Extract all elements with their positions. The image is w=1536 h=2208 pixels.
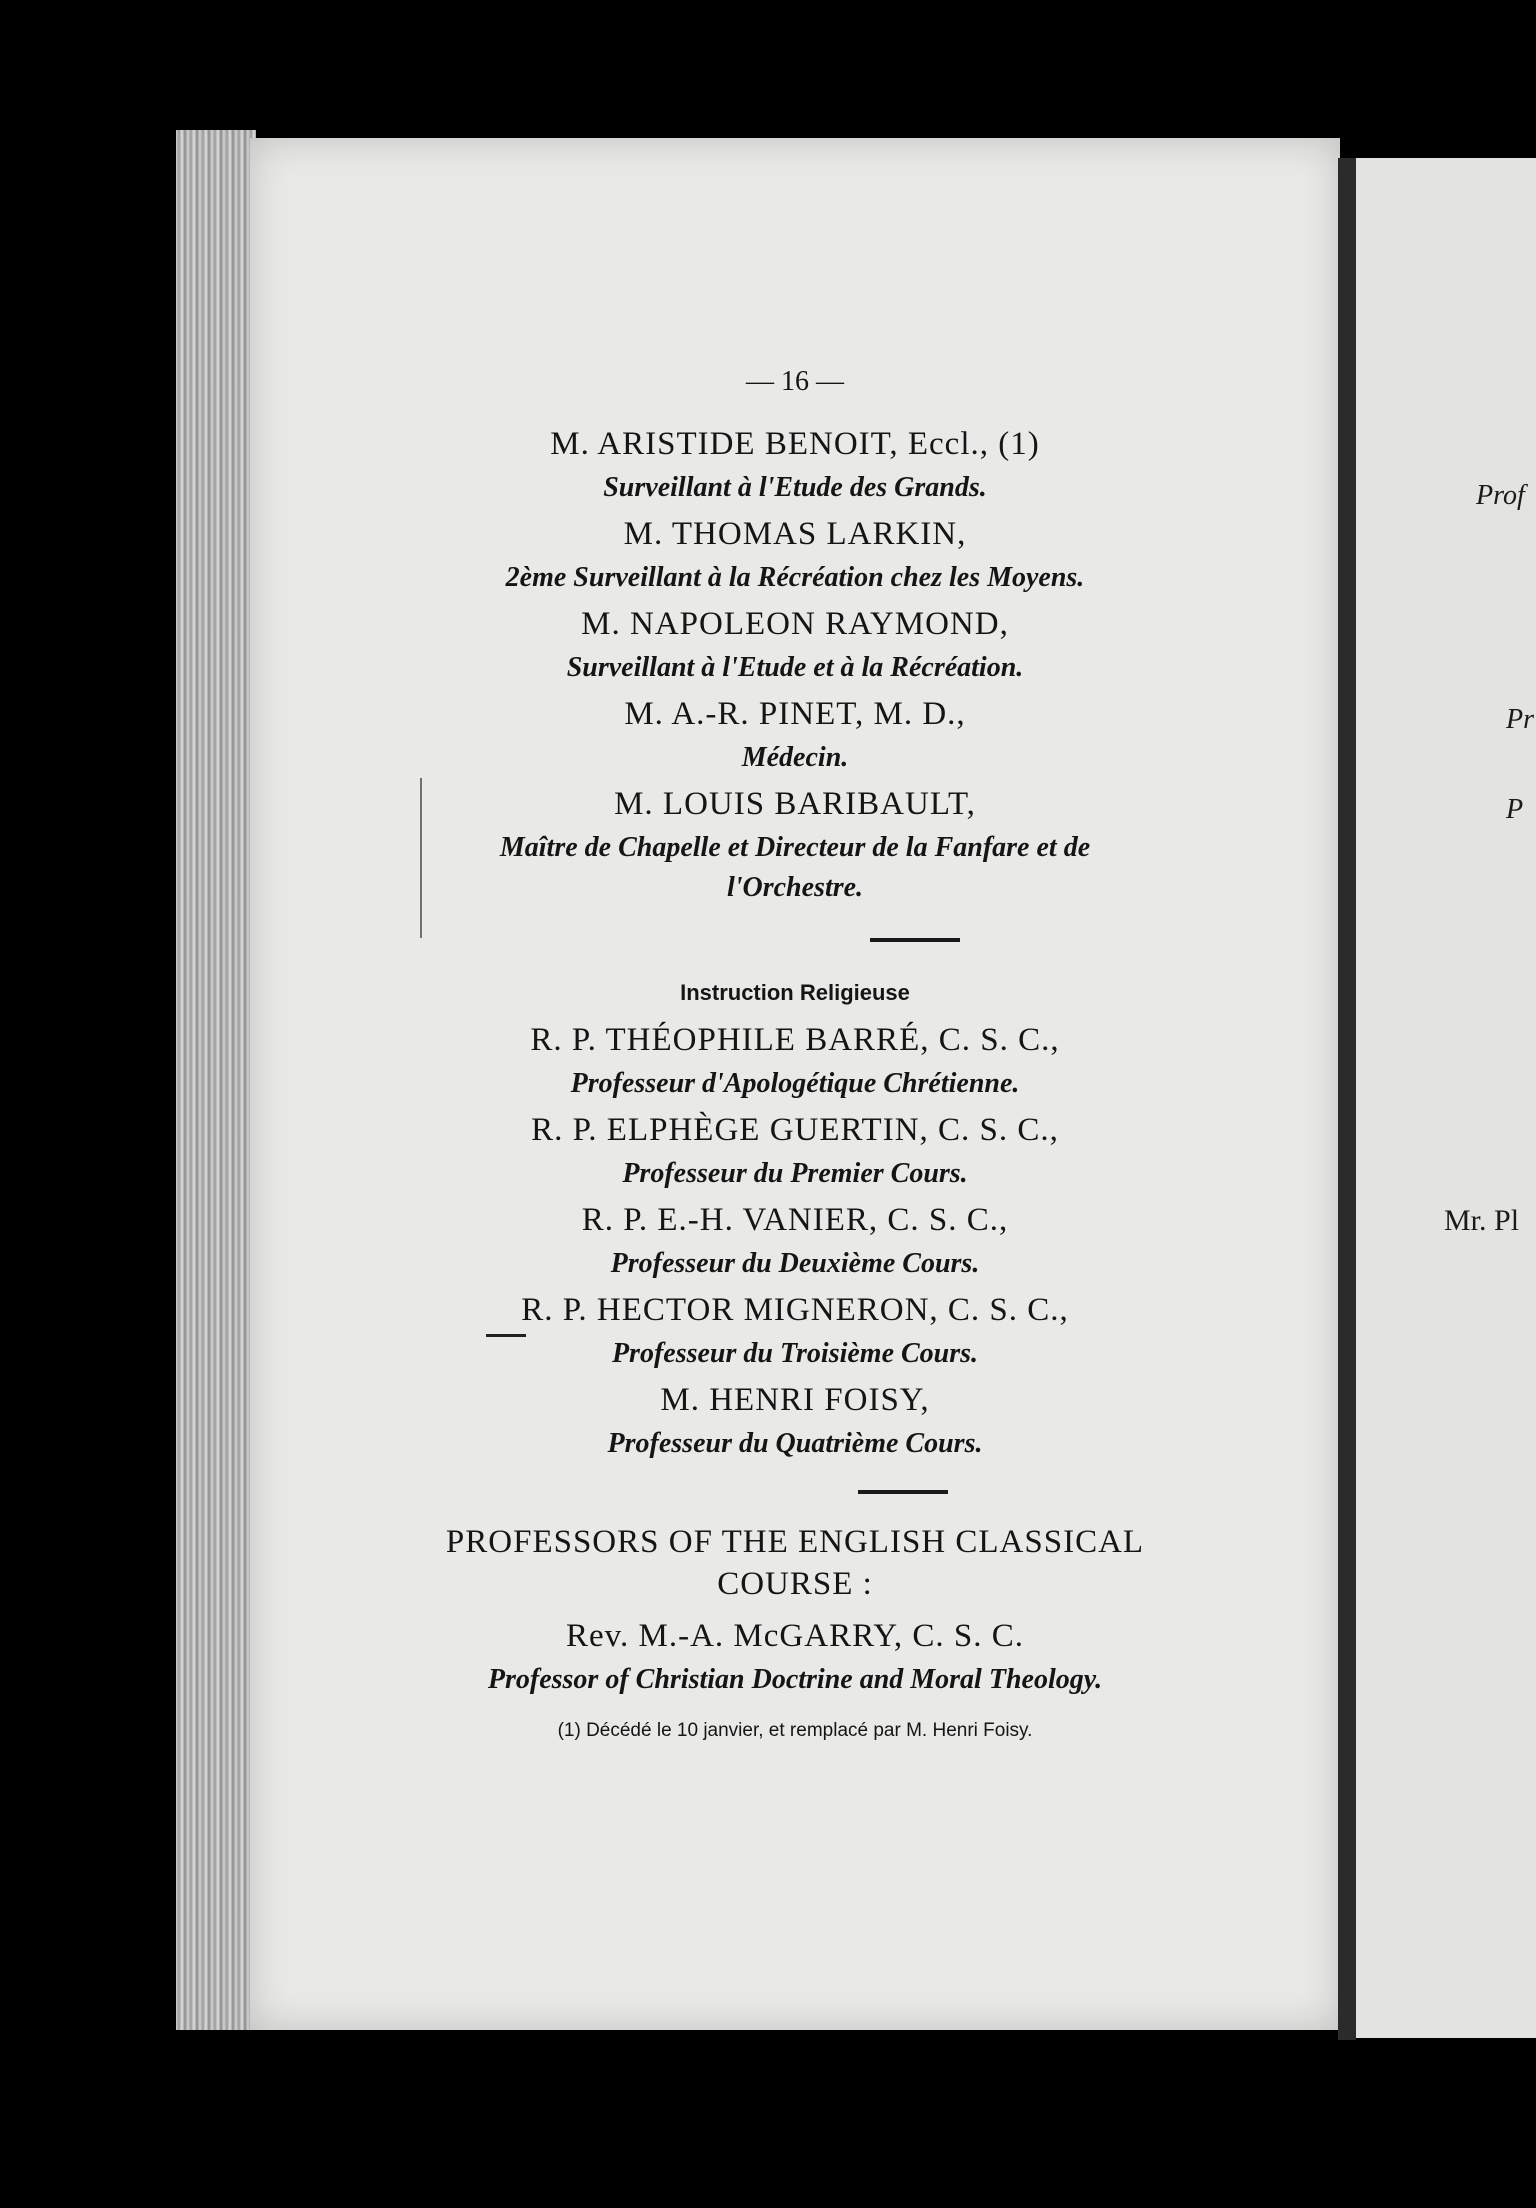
staff-name: M. NAPOLEON RAYMOND, xyxy=(581,606,1009,642)
divider-rule xyxy=(858,1490,948,1494)
facing-page-fragment: P xyxy=(1506,794,1524,825)
member-name: R. P. E.-H. VANIER, C. S. C., xyxy=(581,1202,1009,1238)
staff-role: Maître de Chapelle et Directeur de la Fanfare et de xyxy=(499,832,1091,863)
section-heading: Instruction Religieuse xyxy=(680,980,910,1005)
book-spine xyxy=(1338,158,1356,2040)
staff-role: Médecin. xyxy=(741,742,849,773)
facing-page-fragment: Prof xyxy=(1476,480,1525,511)
member-role: Professeur du Deuxième Cours. xyxy=(610,1248,980,1279)
staff-role: l'Orchestre. xyxy=(726,872,864,903)
member-role: Professeur du Premier Cours. xyxy=(622,1158,968,1189)
member-name: R. P. HECTOR MIGNERON, C. S. C., xyxy=(521,1292,1069,1328)
footnote: (1) Décédé le 10 janvier, et remplacé par M. Henri Foisy. xyxy=(557,1720,1033,1741)
member-name: R. P. THÉOPHILE BARRÉ, C. S. C., xyxy=(530,1022,1060,1058)
divider-rule xyxy=(870,938,960,942)
member-name: M. HENRI FOISY, xyxy=(660,1382,930,1418)
member-role: Professeur du Quatrième Cours. xyxy=(607,1428,983,1459)
member-role: Professeur du Troisième Cours. xyxy=(611,1338,979,1369)
staff-role: Surveillant à l'Etude et à la Récréation. xyxy=(566,652,1024,683)
english-heading: COURSE : xyxy=(717,1566,873,1602)
staff-name: M. A.-R. PINET, M. D., xyxy=(624,696,966,732)
page-edges xyxy=(176,130,256,2030)
member-name: Rev. M.-A. McGARRY, C. S. C. xyxy=(566,1618,1024,1654)
page-number: — 16 — xyxy=(746,366,844,397)
english-heading: PROFESSORS OF THE ENGLISH CLASSICAL xyxy=(445,1524,1145,1560)
staff-name: M. LOUIS BARIBAULT, xyxy=(614,786,976,822)
main-page xyxy=(250,138,1340,2030)
facing-page-fragment: Pr xyxy=(1506,704,1534,735)
staff-role: Surveillant à l'Etude des Grands. xyxy=(603,472,987,503)
facing-page xyxy=(1356,158,1536,2038)
ink-mark xyxy=(420,778,422,938)
staff-role: 2ème Surveillant à la Récréation chez les Moyens. xyxy=(505,562,1085,593)
facing-page-fragment: Mr. Pl xyxy=(1444,1204,1520,1237)
member-role: Professeur d'Apologétique Chrétienne. xyxy=(570,1068,1020,1099)
staff-name: M. ARISTIDE BENOIT, Eccl., (1) xyxy=(550,426,1040,462)
member-role: Professor of Christian Doctrine and Moral Theology. xyxy=(487,1664,1103,1695)
ink-mark xyxy=(486,1334,526,1337)
member-name: R. P. ELPHÈGE GUERTIN, C. S. C., xyxy=(531,1112,1059,1148)
staff-name: M. THOMAS LARKIN, xyxy=(623,516,967,552)
